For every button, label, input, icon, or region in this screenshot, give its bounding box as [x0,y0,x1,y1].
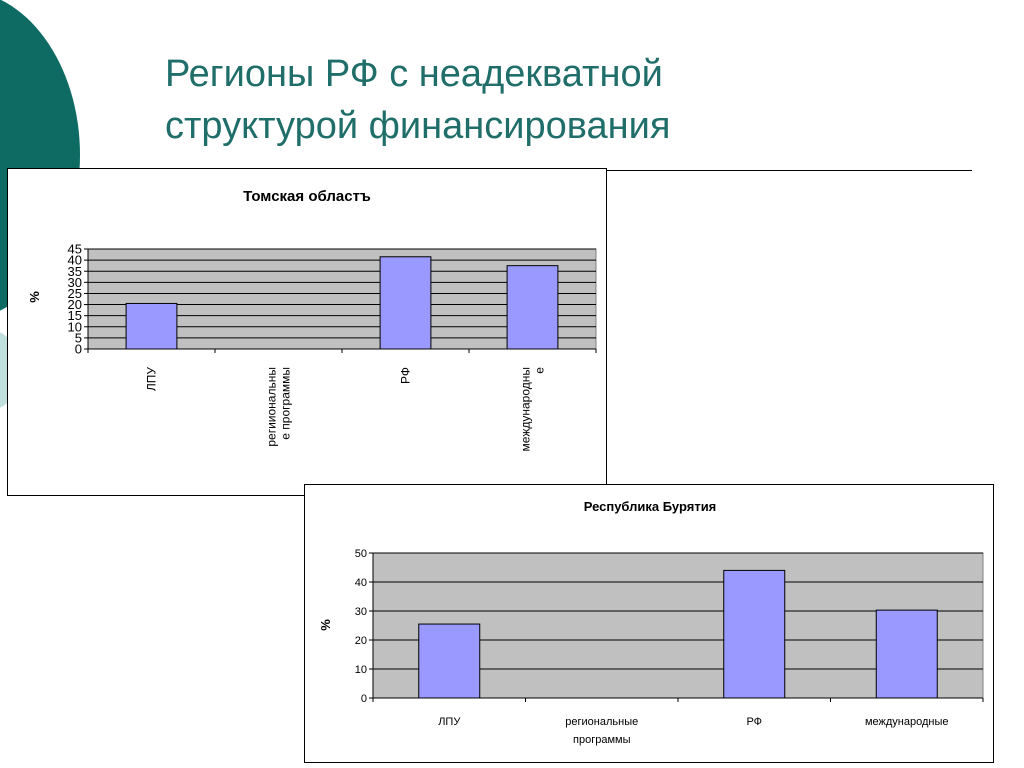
y-tick-label: 20 [354,634,367,647]
y-tick-label: 0 [360,692,367,705]
y-tick-label: 10 [354,663,367,676]
chart-title: Республика Бурятия [583,499,717,514]
x-category-label: РФ [746,716,763,728]
chart-title: Томская областъ [243,188,371,205]
y-tick-label: 45 [67,241,82,257]
bar [876,610,937,698]
x-category-label: е программы [278,367,293,440]
y-tick-label: 40 [67,252,82,268]
y-axis-label: % [27,291,42,303]
bar [380,257,431,349]
slide-title-line-1: Регионы РФ с неадекватной [165,53,663,95]
slide-title [165,48,925,152]
x-category-label: ЛПУ [438,716,461,728]
bar [724,570,785,698]
y-axis-label: % [318,619,333,631]
y-tick-label: 10 [67,319,82,335]
bar [126,303,177,349]
chart-tomsk [8,169,606,495]
title-divider [600,170,972,171]
y-tick-label: 0 [74,341,82,357]
bar [507,266,558,349]
y-tick-label: 20 [67,297,82,313]
x-category-label: региональные [565,716,639,728]
slide-title-line-2: структурой финансирования [165,105,671,147]
x-category-label: РФ [398,367,413,384]
y-tick-label: 50 [354,547,367,560]
y-tick-label: 30 [354,605,367,618]
y-tick-label: 5 [74,330,82,346]
y-tick-label: 15 [67,308,82,324]
chart-panel-tomsk [7,168,607,496]
x-category-label: международные [864,716,949,728]
y-tick-label: 25 [67,285,82,301]
bar [419,624,480,698]
y-tick-label: 35 [67,263,82,279]
x-category-label: е [532,367,547,374]
x-category-label: международны [518,367,533,452]
y-tick-label: 40 [354,576,367,589]
chart-buryatia [305,485,993,762]
x-category-label: регииональны [264,367,279,447]
chart-panel-buryatia [304,484,994,763]
x-category-label: программы [573,734,631,746]
y-tick-label: 30 [67,274,82,290]
x-category-label: ЛПУ [144,367,159,392]
